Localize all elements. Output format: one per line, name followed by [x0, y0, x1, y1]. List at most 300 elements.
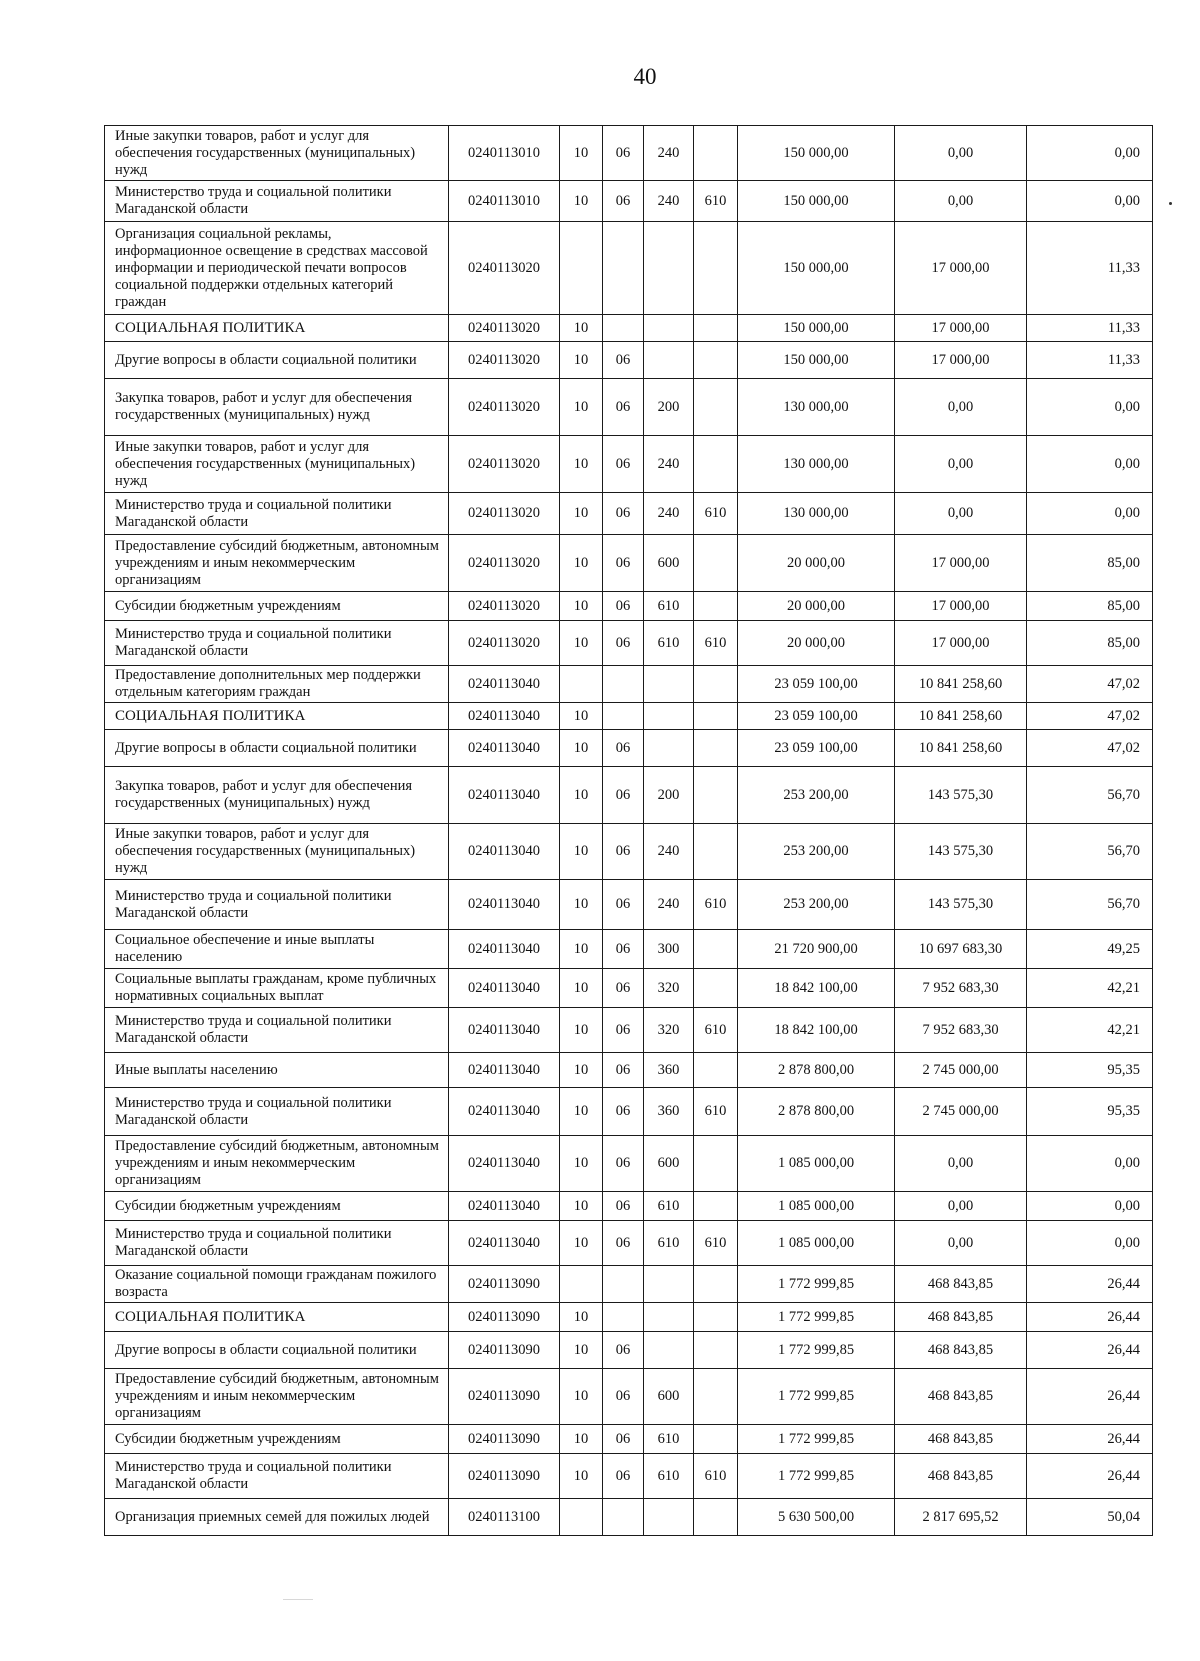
table-row	[105, 181, 1153, 222]
cell-target-code: 0240113090	[449, 1266, 560, 1303]
cell-section	[560, 222, 603, 315]
table-row	[105, 621, 1153, 666]
cell-target-code: 0240113040	[449, 1008, 560, 1053]
cell-administrator	[694, 824, 738, 880]
cell-percent: 56,70	[1027, 824, 1153, 880]
cell-expense-type: 360	[644, 1088, 694, 1136]
cell-subsection: 06	[603, 181, 644, 222]
cell-planned: 253 200,00	[738, 824, 895, 880]
cell-planned: 150 000,00	[738, 126, 895, 181]
table-row	[105, 930, 1153, 969]
cell-planned: 150 000,00	[738, 222, 895, 315]
cell-name: Субсидии бюджетным учреждениям	[105, 1425, 449, 1454]
cell-name: Предоставление дополнительных мер поддержки отдельным категориям граждан	[105, 666, 449, 703]
cell-section: 10	[560, 1088, 603, 1136]
cell-section: 10	[560, 1221, 603, 1266]
cell-executed: 0,00	[895, 379, 1027, 436]
cell-subsection: 06	[603, 1088, 644, 1136]
cell-subsection: 06	[603, 126, 644, 181]
cell-percent: 56,70	[1027, 767, 1153, 824]
cell-planned: 20 000,00	[738, 592, 895, 621]
table-row	[105, 730, 1153, 767]
table-row	[105, 824, 1153, 880]
cell-expense-type	[644, 730, 694, 767]
table-row	[105, 1088, 1153, 1136]
cell-subsection: 06	[603, 1136, 644, 1192]
cell-subsection: 06	[603, 969, 644, 1008]
cell-section: 10	[560, 880, 603, 930]
cell-target-code: 0240113020	[449, 342, 560, 379]
table-row	[105, 1221, 1153, 1266]
cell-expense-type: 360	[644, 1053, 694, 1088]
cell-subsection	[603, 1303, 644, 1332]
cell-target-code: 0240113090	[449, 1332, 560, 1369]
cell-executed: 468 843,85	[895, 1369, 1027, 1425]
cell-percent: 42,21	[1027, 1008, 1153, 1053]
table-row	[105, 1008, 1153, 1053]
cell-section: 10	[560, 1008, 603, 1053]
cell-target-code: 0240113040	[449, 880, 560, 930]
table-row	[105, 666, 1153, 703]
cell-name: Предоставление субсидий бюджетным, автономным учреждениям и иным некоммерческим организациям	[105, 535, 449, 592]
cell-expense-type: 200	[644, 767, 694, 824]
cell-executed: 2 745 000,00	[895, 1053, 1027, 1088]
cell-percent: 26,44	[1027, 1425, 1153, 1454]
cell-administrator: 610	[694, 1008, 738, 1053]
cell-target-code: 0240113040	[449, 730, 560, 767]
cell-percent: 11,33	[1027, 222, 1153, 315]
cell-administrator	[694, 666, 738, 703]
cell-subsection: 06	[603, 342, 644, 379]
table-row	[105, 535, 1153, 592]
cell-target-code: 0240113020	[449, 315, 560, 342]
cell-expense-type: 610	[644, 1192, 694, 1221]
cell-planned: 18 842 100,00	[738, 1008, 895, 1053]
cell-subsection: 06	[603, 1425, 644, 1454]
cell-subsection: 06	[603, 1053, 644, 1088]
cell-percent: 26,44	[1027, 1303, 1153, 1332]
cell-section: 10	[560, 1053, 603, 1088]
cell-name: СОЦИАЛЬНАЯ ПОЛИТИКА	[105, 703, 449, 730]
cell-planned: 5 630 500,00	[738, 1499, 895, 1536]
cell-expense-type: 240	[644, 493, 694, 535]
cell-executed: 143 575,30	[895, 880, 1027, 930]
cell-section: 10	[560, 1425, 603, 1454]
table-row	[105, 880, 1153, 930]
cell-name: Другие вопросы в области социальной политики	[105, 342, 449, 379]
cell-target-code: 0240113040	[449, 824, 560, 880]
cell-target-code: 0240113040	[449, 930, 560, 969]
cell-name: Иные выплаты населению	[105, 1053, 449, 1088]
cell-expense-type	[644, 666, 694, 703]
cell-subsection	[603, 1266, 644, 1303]
cell-subsection: 06	[603, 621, 644, 666]
cell-planned: 130 000,00	[738, 436, 895, 493]
cell-section: 10	[560, 930, 603, 969]
cell-name: Иные закупки товаров, работ и услуг для обеспечения государственных (муниципальных) нужд	[105, 824, 449, 880]
table-row	[105, 592, 1153, 621]
cell-percent: 0,00	[1027, 1192, 1153, 1221]
cell-administrator	[694, 969, 738, 1008]
cell-target-code: 0240113100	[449, 1499, 560, 1536]
cell-name: СОЦИАЛЬНАЯ ПОЛИТИКА	[105, 1303, 449, 1332]
cell-expense-type: 300	[644, 930, 694, 969]
cell-target-code: 0240113090	[449, 1303, 560, 1332]
cell-subsection: 06	[603, 824, 644, 880]
cell-executed: 10 841 258,60	[895, 666, 1027, 703]
cell-planned: 150 000,00	[738, 181, 895, 222]
cell-executed: 143 575,30	[895, 824, 1027, 880]
cell-expense-type: 600	[644, 1136, 694, 1192]
cell-planned: 20 000,00	[738, 621, 895, 666]
cell-administrator	[694, 126, 738, 181]
cell-executed: 7 952 683,30	[895, 969, 1027, 1008]
cell-administrator	[694, 222, 738, 315]
cell-executed: 143 575,30	[895, 767, 1027, 824]
cell-percent: 42,21	[1027, 969, 1153, 1008]
cell-section: 10	[560, 1454, 603, 1499]
cell-executed: 468 843,85	[895, 1332, 1027, 1369]
cell-planned: 1 772 999,85	[738, 1332, 895, 1369]
cell-administrator: 610	[694, 880, 738, 930]
cell-section: 10	[560, 621, 603, 666]
cell-planned: 20 000,00	[738, 535, 895, 592]
cell-subsection: 06	[603, 1192, 644, 1221]
cell-name: Другие вопросы в области социальной политики	[105, 1332, 449, 1369]
cell-subsection	[603, 703, 644, 730]
cell-target-code: 0240113090	[449, 1454, 560, 1499]
cell-planned: 1 772 999,85	[738, 1425, 895, 1454]
cell-subsection: 06	[603, 767, 644, 824]
table-row	[105, 1266, 1153, 1303]
cell-section: 10	[560, 592, 603, 621]
cell-administrator: 610	[694, 181, 738, 222]
cell-administrator	[694, 535, 738, 592]
cell-planned: 130 000,00	[738, 379, 895, 436]
cell-section: 10	[560, 730, 603, 767]
cell-administrator	[694, 342, 738, 379]
cell-planned: 18 842 100,00	[738, 969, 895, 1008]
cell-section: 10	[560, 1136, 603, 1192]
cell-section: 10	[560, 126, 603, 181]
cell-expense-type	[644, 703, 694, 730]
cell-administrator	[694, 1332, 738, 1369]
cell-executed: 17 000,00	[895, 222, 1027, 315]
cell-name: Министерство труда и социальной политики Магаданской области	[105, 181, 449, 222]
cell-administrator	[694, 1136, 738, 1192]
cell-percent: 85,00	[1027, 592, 1153, 621]
cell-administrator	[694, 592, 738, 621]
table-row	[105, 1454, 1153, 1499]
cell-expense-type: 240	[644, 880, 694, 930]
cell-section: 10	[560, 181, 603, 222]
cell-target-code: 0240113090	[449, 1369, 560, 1425]
cell-section	[560, 666, 603, 703]
cell-expense-type: 610	[644, 1221, 694, 1266]
cell-executed: 7 952 683,30	[895, 1008, 1027, 1053]
cell-administrator	[694, 1053, 738, 1088]
table-row	[105, 126, 1153, 181]
cell-subsection: 06	[603, 1221, 644, 1266]
cell-subsection: 06	[603, 1332, 644, 1369]
cell-name: Субсидии бюджетным учреждениям	[105, 592, 449, 621]
table-row	[105, 969, 1153, 1008]
cell-section: 10	[560, 1332, 603, 1369]
cell-target-code: 0240113040	[449, 1136, 560, 1192]
cell-percent: 0,00	[1027, 126, 1153, 181]
cell-percent: 0,00	[1027, 1221, 1153, 1266]
cell-planned: 253 200,00	[738, 880, 895, 930]
cell-expense-type	[644, 342, 694, 379]
scan-speck	[1169, 202, 1172, 205]
cell-executed: 468 843,85	[895, 1454, 1027, 1499]
cell-name: Министерство труда и социальной политики Магаданской области	[105, 1221, 449, 1266]
cell-executed: 17 000,00	[895, 315, 1027, 342]
cell-percent: 26,44	[1027, 1266, 1153, 1303]
cell-expense-type: 610	[644, 1454, 694, 1499]
cell-section: 10	[560, 493, 603, 535]
cell-section	[560, 1499, 603, 1536]
cell-target-code: 0240113040	[449, 969, 560, 1008]
cell-section: 10	[560, 703, 603, 730]
cell-executed: 10 841 258,60	[895, 703, 1027, 730]
cell-administrator	[694, 1266, 738, 1303]
table-row	[105, 222, 1153, 315]
cell-planned: 1 085 000,00	[738, 1192, 895, 1221]
cell-percent: 26,44	[1027, 1454, 1153, 1499]
cell-target-code: 0240113010	[449, 126, 560, 181]
cell-subsection: 06	[603, 880, 644, 930]
cell-expense-type	[644, 315, 694, 342]
cell-administrator	[694, 1499, 738, 1536]
cell-subsection	[603, 1499, 644, 1536]
cell-subsection: 06	[603, 1008, 644, 1053]
cell-administrator: 610	[694, 1088, 738, 1136]
cell-executed: 2 817 695,52	[895, 1499, 1027, 1536]
cell-executed: 17 000,00	[895, 535, 1027, 592]
cell-executed: 0,00	[895, 1221, 1027, 1266]
cell-expense-type: 200	[644, 379, 694, 436]
cell-target-code: 0240113040	[449, 1192, 560, 1221]
cell-section: 10	[560, 969, 603, 1008]
cell-planned: 1 085 000,00	[738, 1136, 895, 1192]
cell-administrator	[694, 1303, 738, 1332]
cell-percent: 0,00	[1027, 436, 1153, 493]
cell-executed: 0,00	[895, 1136, 1027, 1192]
cell-target-code: 0240113020	[449, 535, 560, 592]
table-row	[105, 436, 1153, 493]
cell-planned: 130 000,00	[738, 493, 895, 535]
cell-planned: 23 059 100,00	[738, 730, 895, 767]
cell-name: Предоставление субсидий бюджетным, автономным учреждениям и иным некоммерческим организациям	[105, 1369, 449, 1425]
cell-expense-type: 610	[644, 1425, 694, 1454]
cell-executed: 17 000,00	[895, 342, 1027, 379]
cell-subsection: 06	[603, 1454, 644, 1499]
cell-percent: 95,35	[1027, 1088, 1153, 1136]
cell-section: 10	[560, 436, 603, 493]
cell-administrator	[694, 767, 738, 824]
cell-expense-type: 610	[644, 621, 694, 666]
cell-subsection: 06	[603, 730, 644, 767]
cell-subsection: 06	[603, 436, 644, 493]
cell-section: 10	[560, 535, 603, 592]
cell-executed: 17 000,00	[895, 621, 1027, 666]
cell-percent: 47,02	[1027, 730, 1153, 767]
cell-expense-type: 240	[644, 824, 694, 880]
table-row	[105, 1303, 1153, 1332]
cell-expense-type	[644, 1266, 694, 1303]
cell-name: Другие вопросы в области социальной политики	[105, 730, 449, 767]
cell-subsection: 06	[603, 379, 644, 436]
cell-planned: 1 772 999,85	[738, 1303, 895, 1332]
cell-expense-type	[644, 1303, 694, 1332]
cell-percent: 0,00	[1027, 379, 1153, 436]
cell-percent: 85,00	[1027, 535, 1153, 592]
scan-mark	[283, 1599, 313, 1600]
cell-planned: 23 059 100,00	[738, 666, 895, 703]
cell-administrator	[694, 1192, 738, 1221]
cell-target-code: 0240113040	[449, 666, 560, 703]
cell-planned: 1 085 000,00	[738, 1221, 895, 1266]
cell-percent: 26,44	[1027, 1369, 1153, 1425]
cell-name: Закупка товаров, работ и услуг для обеспечения государственных (муниципальных) нужд	[105, 379, 449, 436]
cell-name: Министерство труда и социальной политики Магаданской области	[105, 493, 449, 535]
cell-planned: 150 000,00	[738, 315, 895, 342]
cell-administrator: 610	[694, 1221, 738, 1266]
cell-section: 10	[560, 1369, 603, 1425]
cell-percent: 49,25	[1027, 930, 1153, 969]
cell-subsection	[603, 666, 644, 703]
cell-target-code: 0240113020	[449, 493, 560, 535]
table-row	[105, 1499, 1153, 1536]
cell-executed: 2 745 000,00	[895, 1088, 1027, 1136]
cell-target-code: 0240113020	[449, 222, 560, 315]
cell-executed: 0,00	[895, 126, 1027, 181]
cell-section: 10	[560, 824, 603, 880]
cell-name: Организация приемных семей для пожилых людей	[105, 1499, 449, 1536]
table-row	[105, 1332, 1153, 1369]
cell-executed: 10 841 258,60	[895, 730, 1027, 767]
cell-subsection	[603, 315, 644, 342]
table-row	[105, 1136, 1153, 1192]
table-row	[105, 1369, 1153, 1425]
cell-target-code: 0240113020	[449, 379, 560, 436]
cell-percent: 85,00	[1027, 621, 1153, 666]
cell-name: Министерство труда и социальной политики Магаданской области	[105, 880, 449, 930]
cell-planned: 253 200,00	[738, 767, 895, 824]
cell-target-code: 0240113010	[449, 181, 560, 222]
budget-table	[104, 125, 1153, 1536]
cell-target-code: 0240113020	[449, 621, 560, 666]
table-body	[105, 126, 1153, 1536]
cell-target-code: 0240113020	[449, 436, 560, 493]
cell-percent: 95,35	[1027, 1053, 1153, 1088]
cell-percent: 0,00	[1027, 493, 1153, 535]
cell-name: Субсидии бюджетным учреждениям	[105, 1192, 449, 1221]
cell-subsection	[603, 222, 644, 315]
cell-section: 10	[560, 379, 603, 436]
cell-executed: 0,00	[895, 181, 1027, 222]
table-row	[105, 493, 1153, 535]
cell-planned: 23 059 100,00	[738, 703, 895, 730]
cell-planned: 1 772 999,85	[738, 1369, 895, 1425]
cell-planned: 2 878 800,00	[738, 1088, 895, 1136]
cell-percent: 56,70	[1027, 880, 1153, 930]
cell-administrator	[694, 436, 738, 493]
cell-expense-type: 600	[644, 535, 694, 592]
cell-subsection: 06	[603, 592, 644, 621]
cell-name: Министерство труда и социальной политики Магаданской области	[105, 1454, 449, 1499]
cell-name: Министерство труда и социальной политики Магаданской области	[105, 1088, 449, 1136]
cell-expense-type: 600	[644, 1369, 694, 1425]
cell-name: Министерство труда и социальной политики Магаданской области	[105, 621, 449, 666]
cell-percent: 0,00	[1027, 181, 1153, 222]
cell-target-code: 0240113040	[449, 1053, 560, 1088]
cell-subsection: 06	[603, 1369, 644, 1425]
cell-administrator	[694, 1425, 738, 1454]
cell-expense-type: 610	[644, 592, 694, 621]
cell-target-code: 0240113020	[449, 592, 560, 621]
cell-percent: 26,44	[1027, 1332, 1153, 1369]
cell-target-code: 0240113040	[449, 767, 560, 824]
cell-target-code: 0240113040	[449, 1221, 560, 1266]
cell-administrator: 610	[694, 1454, 738, 1499]
cell-executed: 0,00	[895, 436, 1027, 493]
cell-expense-type: 320	[644, 969, 694, 1008]
cell-expense-type	[644, 222, 694, 315]
cell-expense-type	[644, 1499, 694, 1536]
cell-name: Закупка товаров, работ и услуг для обеспечения государственных (муниципальных) нужд	[105, 767, 449, 824]
cell-expense-type	[644, 1332, 694, 1369]
cell-planned: 1 772 999,85	[738, 1454, 895, 1499]
cell-target-code: 0240113040	[449, 1088, 560, 1136]
cell-administrator	[694, 730, 738, 767]
cell-name: Иные закупки товаров, работ и услуг для обеспечения государственных (муниципальных) нужд	[105, 436, 449, 493]
cell-target-code: 0240113090	[449, 1425, 560, 1454]
table-row	[105, 703, 1153, 730]
cell-expense-type: 240	[644, 436, 694, 493]
cell-planned: 2 878 800,00	[738, 1053, 895, 1088]
cell-section: 10	[560, 1303, 603, 1332]
cell-section: 10	[560, 315, 603, 342]
table-row	[105, 1192, 1153, 1221]
cell-target-code: 0240113040	[449, 703, 560, 730]
cell-expense-type: 240	[644, 181, 694, 222]
cell-administrator	[694, 315, 738, 342]
cell-name: Социальное обеспечение и иные выплаты населению	[105, 930, 449, 969]
cell-name: СОЦИАЛЬНАЯ ПОЛИТИКА	[105, 315, 449, 342]
cell-percent: 47,02	[1027, 703, 1153, 730]
page-number: 40	[633, 64, 657, 89]
cell-percent: 0,00	[1027, 1136, 1153, 1192]
cell-planned: 1 772 999,85	[738, 1266, 895, 1303]
cell-executed: 468 843,85	[895, 1425, 1027, 1454]
cell-expense-type: 240	[644, 126, 694, 181]
cell-executed: 468 843,85	[895, 1303, 1027, 1332]
cell-administrator	[694, 1369, 738, 1425]
cell-subsection: 06	[603, 930, 644, 969]
cell-administrator	[694, 930, 738, 969]
cell-subsection: 06	[603, 493, 644, 535]
cell-section: 10	[560, 1192, 603, 1221]
cell-planned: 150 000,00	[738, 342, 895, 379]
table-row	[105, 315, 1153, 342]
cell-executed: 468 843,85	[895, 1266, 1027, 1303]
table-row	[105, 767, 1153, 824]
cell-section: 10	[560, 767, 603, 824]
cell-planned: 21 720 900,00	[738, 930, 895, 969]
cell-section	[560, 1266, 603, 1303]
